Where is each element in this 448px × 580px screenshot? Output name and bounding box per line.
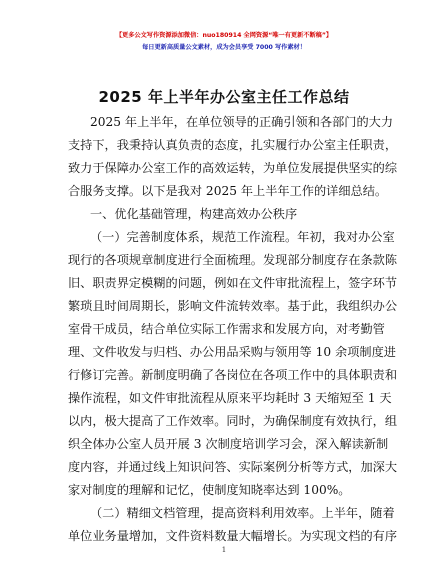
document-title: 2025 年上半年办公室主任工作总结 <box>98 88 350 106</box>
body-line: 现行的各项规章制度进行全面梳理。发现部分制度存在条款陈 <box>68 253 398 267</box>
body-line: 织全体办公室人员开展 3 次制度培训学习会，深入解读新制 <box>68 437 389 451</box>
body-line: 单位业务量增加，文件资料数量大幅增长。为实现文档的有序 <box>68 529 398 543</box>
section-heading: 一、优化基础管理，构建高效办公秩序 <box>90 207 298 221</box>
body-line: 2025 年上半年，在单位领导的正确引领和各部门的大力 <box>90 115 394 129</box>
promo-banner-line-1: 【更多公文写作资源添加微信：nuo180914 全网资源“唯一有更新不断稿”】 <box>115 32 333 39</box>
body-line: 繁琐且时间周期长，影响文件流转效率。基于此，我组织办公 <box>68 299 398 313</box>
body-line: 支持下，我秉持认真负责的态度，扎实履行办公室主任职责， <box>68 138 398 152</box>
promo-banner-line-2: 每日更新高质量公文素材，成为会员享受 7000 写作素材！ <box>142 44 306 51</box>
body-line: 合服务支撑。以下是我对 2025 年上半年工作的详细总结。 <box>68 184 388 198</box>
subsection-heading: （一）完善制度体系，规范工作流程。年初，我对办公室 <box>90 230 395 244</box>
body-line: 操作流程，如文件审批流程从原来平均耗时 3 天缩短至 1 天 <box>68 391 392 405</box>
body-line: 以内，极大提高了工作效率。同时，为确保制度有效执行，组 <box>68 414 398 428</box>
body-line: 室骨干成员，结合单位实际工作需求和发展方向，对考勤管 <box>68 322 385 336</box>
body-line: 致力于保障办公室工作的高效运转，为单位发展提供坚实的综 <box>68 161 398 175</box>
body-line: 理、文件收发与归档、办公用品采购与领用等 10 余项制度进 <box>68 345 396 359</box>
body-line: 度内容，并通过线上知识问答、实际案例分析等方式，加深大 <box>68 460 398 474</box>
body-line: 行修订完善。新制度明确了各岗位在各项工作中的具体职责和 <box>68 368 398 382</box>
body-line: 旧、职责界定模糊的问题，例如在文件审批流程上，签字环节 <box>68 276 398 290</box>
body-line: 家对制度的理解和记忆，使制度知晓率达到 100%。 <box>68 483 351 497</box>
page-number: 1 <box>221 546 227 554</box>
subsection-heading: （二）精细文档管理，提高资料利用效率。上半年，随着 <box>90 506 395 520</box>
